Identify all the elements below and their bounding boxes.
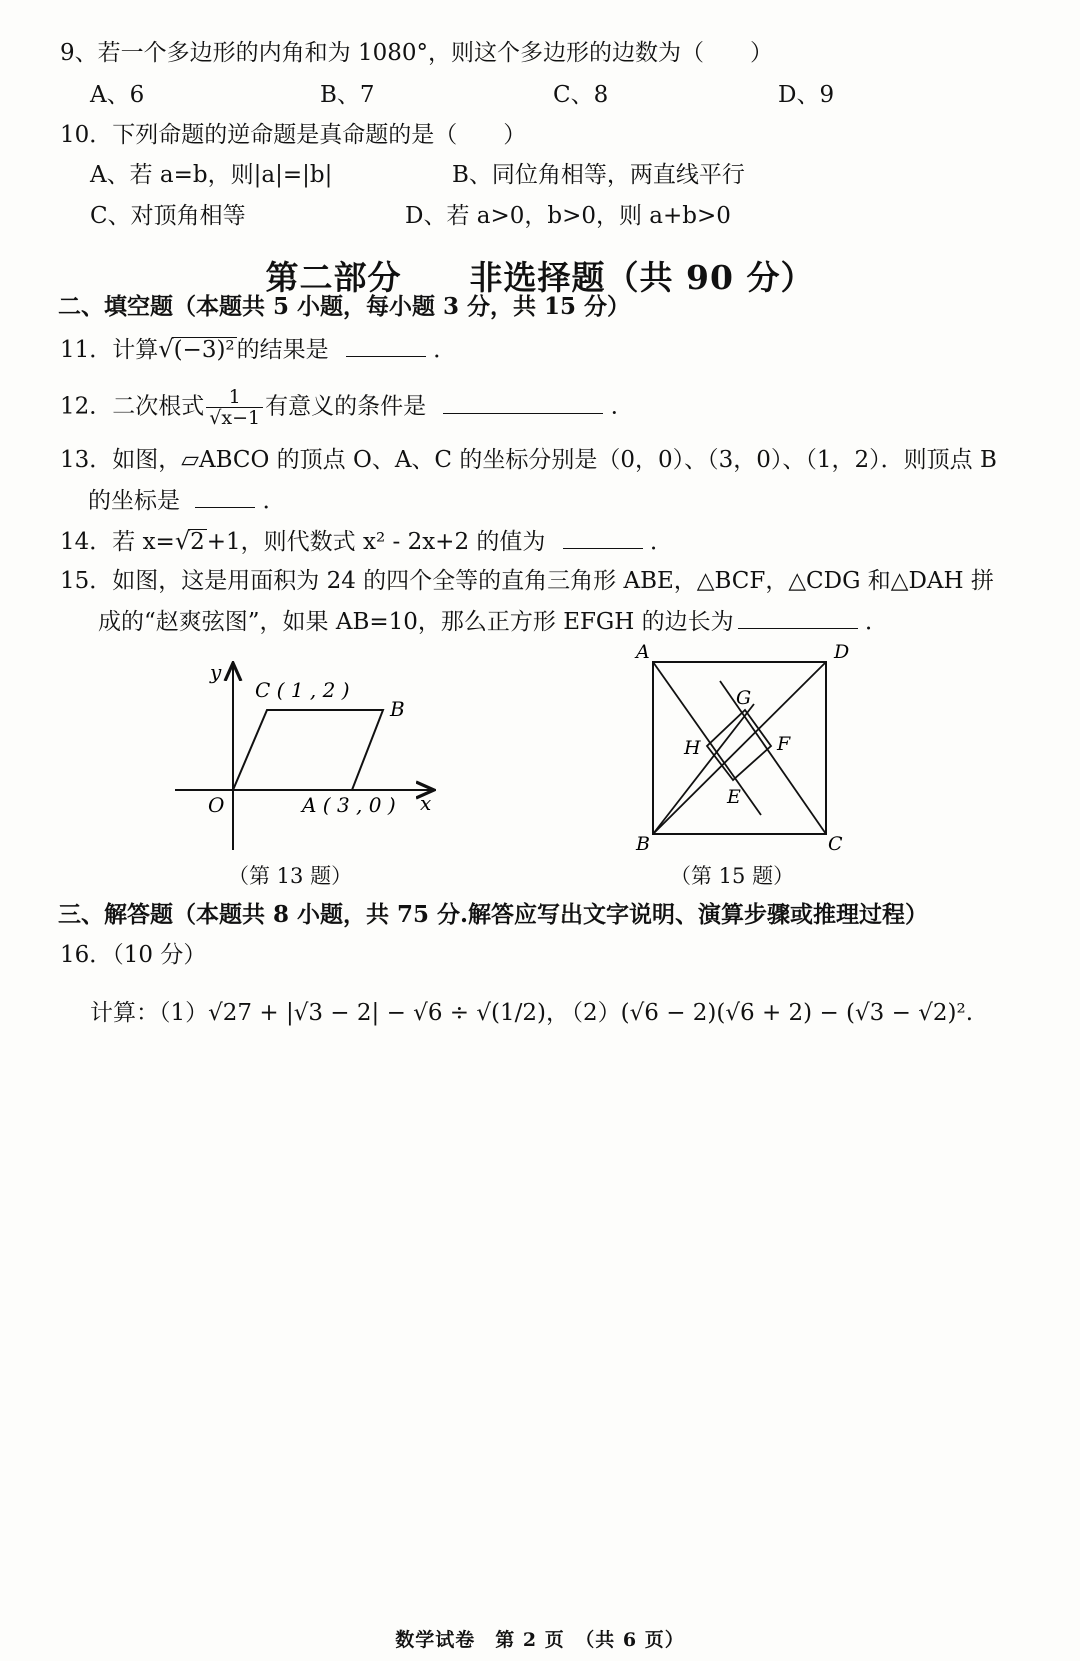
q12: 12．二次根式 $\frac{1}{√x-1}$ 有意义的条件是 ．	[60, 386, 634, 429]
line-a-g	[653, 662, 761, 815]
parallelogram-abco	[233, 710, 383, 790]
section2-heading: 二、填空题（本题共 5 小题，每小题 3 分，共 15 分）	[58, 293, 631, 320]
q12-fraction: $\frac{1}{√x-1}$	[206, 387, 263, 428]
q12-prefix: 12．二次根式	[60, 393, 205, 420]
q9-option-c: C、8	[553, 82, 609, 108]
q10-option-a: A、若 a=b，则|a|=|b|	[90, 162, 333, 188]
q14-mid: +1，则代数式 x² - 2x+2 的值为	[206, 529, 546, 555]
q9-option-d: D、9	[778, 82, 835, 108]
q9-option-b: B、7	[320, 82, 375, 108]
q13-line1: 13．如图，▱ABCO 的顶点 O、A、C 的坐标分别是（0，0）、（3，0）、（1，2）．则顶点 B	[60, 447, 997, 473]
point-c-label: C ( 1 , 2 )	[255, 678, 350, 702]
page-footer: 数学试卷 第 2 页 （共 6 页）	[395, 1629, 685, 1651]
q13-line2: 的坐标是 ．	[88, 485, 286, 516]
q15-line1: 15．如图，这是用面积为 24 的四个全等的直角三角形 ABE，△BCF，△CDG 和△DAH 拼	[60, 568, 994, 594]
figure-13	[170, 655, 450, 855]
q14: 14．若 x=√2+1，则代数式 x² - 2x+2 的值为 ．	[60, 527, 674, 555]
q11: 11．计算√(−3)²的结果是 ．	[60, 335, 457, 363]
q14-answer-blank	[563, 526, 643, 549]
vertex-c: C	[828, 833, 843, 855]
vertex-d: D	[834, 641, 850, 663]
vertex-g: G	[736, 687, 752, 709]
q14-root: 2	[190, 529, 205, 555]
q16-part1: 计算：（1）√27 + |√3 − 2| − √6 ÷ √(1/2)，	[90, 1000, 569, 1026]
q10-option-b: B、同位角相等，两直线平行	[452, 162, 745, 188]
q11-radicand: (−3)²	[173, 337, 235, 363]
q10-option-c: C、对顶角相等	[90, 203, 246, 229]
q11-suffix: 的结果是	[236, 337, 329, 363]
origin-label: O	[208, 793, 225, 817]
vertex-e: E	[727, 786, 741, 808]
point-a-label: A ( 3 , 0 )	[302, 793, 396, 817]
q12-suffix: 有意义的条件是	[265, 393, 427, 420]
q15-answer-blank	[738, 606, 858, 629]
vertex-h: H	[684, 737, 701, 759]
line-b-e	[653, 704, 754, 834]
q9-option-a: A、6	[90, 82, 145, 108]
q10-option-d: D、若 a>0，b>0，则 a+b>0	[405, 203, 731, 229]
figure-15-caption: （第 15 题）	[670, 864, 795, 888]
vertex-b: B	[636, 833, 650, 855]
q11-answer-blank	[346, 334, 426, 357]
q10-stem: 10．下列命题的逆命题是真命题的是（ ）	[60, 122, 527, 148]
q12-answer-blank	[443, 391, 603, 414]
figure-15	[630, 640, 860, 860]
vertex-a: A	[636, 641, 650, 663]
q15-line2: 成的“赵爽弦图”，如果 AB=10，那么正方形 EFGH 的边长为 ．	[98, 606, 888, 637]
q14-prefix: 14．若 x=	[60, 529, 175, 555]
vertex-f: F	[777, 733, 791, 755]
q13-answer-blank	[195, 485, 255, 508]
q11-prefix: 11．计算	[60, 337, 159, 363]
q9-stem: 9、若一个多边形的内角和为 1080°，则这个多边形的边数为（ ）	[60, 40, 773, 66]
figure-13-caption: （第 13 题）	[228, 864, 353, 888]
point-b-label: B	[390, 697, 405, 721]
q16-part2: （2）(√6 − 2)(√6 + 2) − (√3 − √2)².	[560, 1000, 974, 1026]
section3-heading: 三、解答题（本题共 8 小题，共 75 分.解答应写出文字说明、演算步骤或推理过程）	[58, 901, 929, 928]
y-label: y	[210, 660, 222, 684]
q16-label: 16．（10 分）	[60, 942, 207, 968]
part-two-title: 第二部分 非选择题（共 90 分）	[265, 258, 815, 297]
x-label: x	[420, 791, 432, 815]
